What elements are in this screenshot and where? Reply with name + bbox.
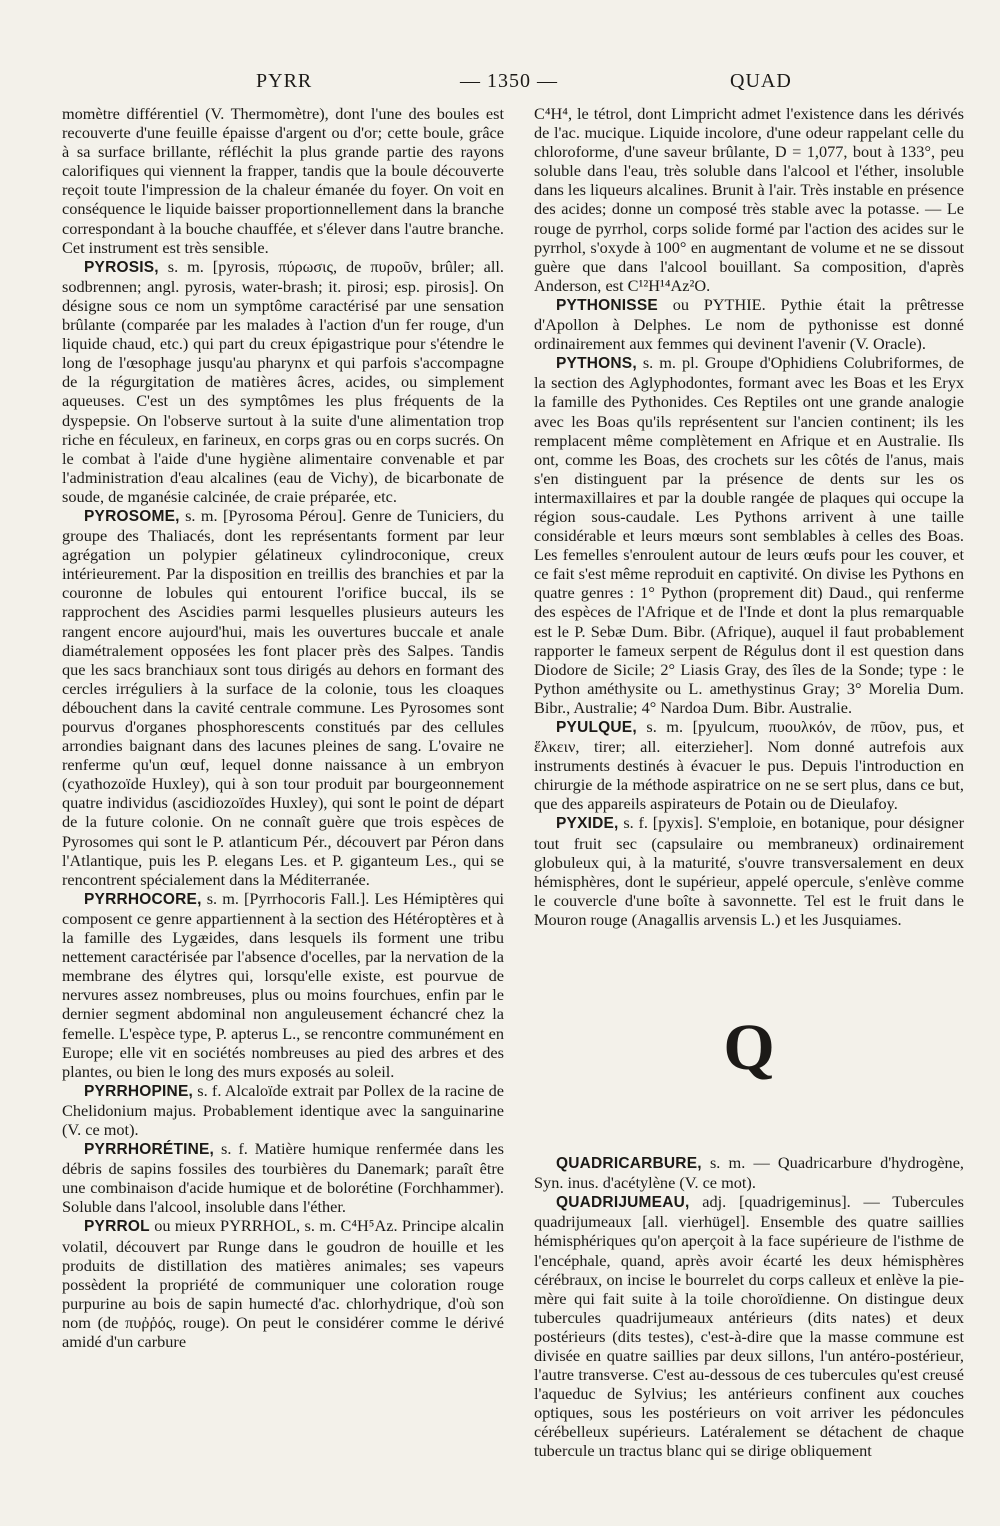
entry-headword: PYRRHORÉTINE,: [84, 1141, 215, 1159]
entry-text: s. m. pl. Groupe d'Ophidiens Colubriformes, de la section des Aglyphodontes, formant avec les Boas et les Eryx la famille des Pythonides. Ces Reptiles ont une grande analogie avec les Boas qu'ils représentent sur l'ancien continent; ils les remplacent même complètement en Afrique et en Australie. Ils ont, comme les Boas, des crochets sur les côtés de l'anus, mais s'en distinguent par la présence de dents sur les os intermaxillaires et par la double rangée de plaques qui occupe la région sous-caudale. Les Pythons arrivent à une taille considérable et leurs mœurs sont semblables à celles des Boas. Les femelles s'enroulent autour de leurs œufs pour les couver, et ce fait s'est même reproduit en captivité. On divise les Pythons en quatre genres : 1° Python (proprement dit) Daud., qui renferme des espèces de l'Afrique et de l'Inde et dont la plus remarquable est le P. Sebæ Dum. Bibr. (Afrique), auquel il faut probablement rapporter le fameux serpent de Régulus dont il est question dans Diodore de Sicile; 2° Liasis Gray, des îles de la Sonde; type : le Python améthysite ou L. amethystinus Gray; 3° Morelia Dum. Bibr., Australie; 4° Nardoa Dum. Bibr. Australie.: [534, 353, 964, 717]
dictionary-entry: [534, 717, 964, 813]
entry-text: s. f. [pyxis]. S'emploie, en botanique, pour désigner tout fruit sec (capsulaire ou membraneux) ordinairement globuleux qui, à la maturité, s'ouvre transversalement en deux hémisphères, dont le supérieur, appelé opercule, s'enlève comme le couvercle d'une boîte à savonnette. Tel est le fruit dans le Mouron rouge (Anagallis arvensis L.) et les Jusquiames.: [534, 813, 964, 929]
entry-headword: PYXIDE,: [556, 815, 619, 833]
entry-headword: PYTHONISSE: [556, 296, 658, 314]
entry-text: s. m. [Pyrosoma Pérou]. Genre de Tuniciers, du groupe des Thaliacés, dont les représentants forment par leur agrégation un polypier gélatineux cylindroconique, creux intérieurement. Par la disposition en treillis des branchies et par la couronne de lobules qui entourent l'orifice buccal, ils se rapprochent des Ascidies parmi lesquelles plusieurs auteurs les rangent encore aujourd'hui, mais les ouvertures buccale et anale diamétralement opposées les font placer près des Salpes. Tandis que les sacs branchiaux sont tous dirigés au dehors en formant des cercles irréguliers à la surface de la colonie, tous les cloaques débouchent dans la cavité centrale commune. Les Pyrosomes sont pourvus d'organes phosphorescents constitués par des cellules arrondies baignant dans des lacunes pleines de sang. L'ovaire ne renferme qu'un œuf, lequel donne naissance à un embryon (cyathozoïde Huxley), qui à son tour produit par bourgeonnement quatre individus (ascidiozoïdes Huxley), qui sont le point de départ de la future colonie. On ne connaît guère que trois espèces de Pyrosomes qui sont le P. atlanticum Pér., découvert par Péron dans l'Atlantique, puis les P. elegans Les. et P. giganteum Les., qui se rencontrent spécialement dans la Méditerranée.: [62, 505, 504, 889]
continued-text: C⁴H⁴, le tétrol, dont Limpricht admet l'existence dans les dérivés de l'ac. mucique. Liquide incolore, d'une odeur rappelant celle du chloroforme, d'une saveur brûlante, D = 1,077, bout à 133°, peu soluble dans l'eau, très soluble dans l'alcool et l'éther, insoluble dans les liqueurs alcalines. Brunit à l'air. Très instable en présence des acides; donne un composé très stable avec la potasse. — Le rouge de pyrrhol, corps solide formé par l'action des acides sur le pyrrhol, s'oxyde à 100° en augmentant de volume et ne se dissout guère que dans l'alcool bouillant. Sa composition, d'après Anderson, est C¹²H¹⁴Az²O.: [534, 104, 964, 295]
entry-text: s. m. [pyrosis, πύρωσις, de πυροῦν, brûler; all. sodbrennen; angl. pyrosis, water-brash; it. pirosi; esp. pirosis]. On désigne sous ce nom un symptôme caractérisé par une sensation brûlante (comparée par les malades à l'action d'un fer rouge, d'un liquide chaud, etc.) qui part du creux épigastrique pour s'étendre le long de l'œsophage jusqu'au pharynx et qui parfois s'accompagne de la régurgitation de matières âcres, acides, ou simplement aqueuses. C'est un des symptômes les plus fréquents de la dyspepsie. On l'observe surtout à la suite d'une alimentation trop riche en féculeux, en farineux, en corps gras ou en corps sucrés. On le combat à l'aide d'une hygiène alimentaire convenable et par l'administration d'eau alcalines (eau de Vichy), de bicarbonate de soude, de mganésie calcinée, de craie préparée, etc.: [62, 256, 504, 506]
dictionary-entry: [534, 295, 964, 353]
entry-text: adj. [quadrigeminus]. — Tubercules quadrijumeaux [all. vierhügel]. Ensemble des quatre saillies hémisphériques qu'on aperçoit à la face supérieure de l'isthme de l'encéphale, quand, après avoir écarté les deux hémisphères cérébraux, on incise le bourrelet du corps calleux et enlève la pie-mère qui fait suite à la toile choroïdienne. On distingue deux tubercules quadrijumeaux antérieurs (dits nates) et deux postérieurs (dits testes), c'est-à-dire que la masse commune est divisée en quatre saillies par deux sillons, l'un antéro-postérieur, l'autre transverse. C'est au-dessous de ces tubercules qu'est creusé l'aqueduc de Sylvius; les antérieurs confinent aux couches optiques, sous les postérieurs on voit arriver les pédoncules cérébelleux supérieurs. Latéralement se détachent de chaque tubercule un tractus blanc qui se dirige obliquement: [534, 1192, 964, 1461]
entry-headword: PYRRHOPINE,: [84, 1082, 193, 1100]
dictionary-entry: [62, 506, 504, 889]
dictionary-entry: [62, 1081, 504, 1139]
dictionary-entry: [62, 1139, 504, 1216]
continued-text: momètre différentiel (V. Thermomètre), dont l'une des boules est recouverte d'une feuille épaisse d'argent ou d'or; cette boule, grâce à sa surface brillante, réfléchit la plus grande partie des rayons calorifiques qui viennent la frapper, tandis que la boule découverte reçoit toute l'impression de la chaleur émanée du foyer. On voit en conséquence le liquide baisser proportionnellement dans la branche correspondant à la bouche chauffée, et s'élever dans l'autre branche. Cet instrument est très sensible.: [62, 104, 504, 257]
dictionary-entry: [534, 353, 964, 717]
entry-headword: PYROSIS,: [84, 258, 159, 276]
entry-text: ou PYTHIE. Pythie était la prêtresse d'Apollon à Delphes. Le nom de pythonisse est donné ordinairement aux femmes qui devinent l'avenir (V. Oracle).: [534, 294, 964, 354]
dictionary-entry: [62, 257, 504, 506]
header-right-word: QUAD: [730, 70, 792, 92]
entry-text: s. m. — Quadricarbure d'hydrogène, Syn. inus. d'acétylène (V. ce mot).: [534, 1153, 964, 1193]
dictionary-entry: [62, 1216, 504, 1351]
entry-headword: PYTHONS,: [556, 355, 637, 373]
left-column: [62, 104, 504, 1351]
entry-headword: PYULQUE,: [556, 719, 637, 736]
entry-text: s. f. Alcaloïde extrait par Pollex de la racine de Chelidonium majus. Probablement identique avec la sanguinarine (V. ce mot).: [62, 1080, 504, 1139]
right-column: [534, 104, 964, 1461]
entry-text: s. m. [Pyrrhocoris Fall.]. Les Hémiptères qui composent ce genre appartiennent à la section des Hétéroptères et à la famille des Lygæides, dans lesquels ils forment une tribu nettement caractérisée par l'absence d'ocelles, par la nervation de la membrane des élytres qui, lorsqu'elle existe, est pourvue de nervures assez nombreuses, plus ou moins fourchues, enfin par le dernier segment abdominal non anguleusement échancré chez la femelle. L'espèce type, P. apterus L., se rencontre communément en Europe; elle vit en sociétés nombreuses au pied des arbres et des plantes, ou bien le long des murs exposés au soleil.: [62, 888, 504, 1081]
entry-headword: PYROSOME,: [84, 507, 180, 525]
dictionary-entry: [534, 1192, 964, 1460]
entry-headword: PYRRHOCORE,: [84, 890, 202, 908]
section-letter: Q: [723, 1011, 775, 1085]
page-number: — 1350 —: [460, 70, 558, 92]
dictionary-entry: [62, 889, 504, 1081]
entry-text: s. f. Matière humique renfermée dans les débris de sapins fossiles des tourbières du Danemark; paraît être une combinaison d'acide humique et de bolorétine (Forchhammer). Soluble dans l'alcool, insoluble dans l'éther.: [62, 1139, 504, 1217]
entry-text: s. m. [pyulcum, πυουλκόν, de πῦον, pus, et ἕλκειν, tirer; all. eiterzieher]. Nom donné autrefois aux instruments destinés à évacuer le pus. Depuis l'introduction en chirurgie de la méthode aspiratrice on ne se sert plus, dans ce but, que des appareils aspirateurs de Potain ou de Dieulafoy.: [534, 717, 964, 814]
entry-headword: PYRROL: [84, 1218, 150, 1236]
dictionary-entry: [534, 1153, 964, 1192]
entry-headword: QUADRICARBURE,: [556, 1155, 702, 1173]
entry-text: ou mieux PYRRHOL, s. m. C⁴H⁵Az. Principe alcalin volatil, découvert par Runge dans le goudron de houille et les produits de distillation des matières animales; ses vapeurs possèdent la propriété de communiquer une coloration rouge purpurine au bois de sapin humecté d'ac. chlorhydrique, d'où son nom (de πυῤῥός, rouge). On peut le considérer comme le dérivé amidé d'un carbure: [62, 1216, 504, 1351]
running-header: [60, 70, 960, 96]
entry-headword: QUADRIJUMEAU,: [556, 1194, 690, 1212]
dictionary-entry: [534, 813, 964, 929]
header-left-word: PYRR: [256, 70, 313, 92]
